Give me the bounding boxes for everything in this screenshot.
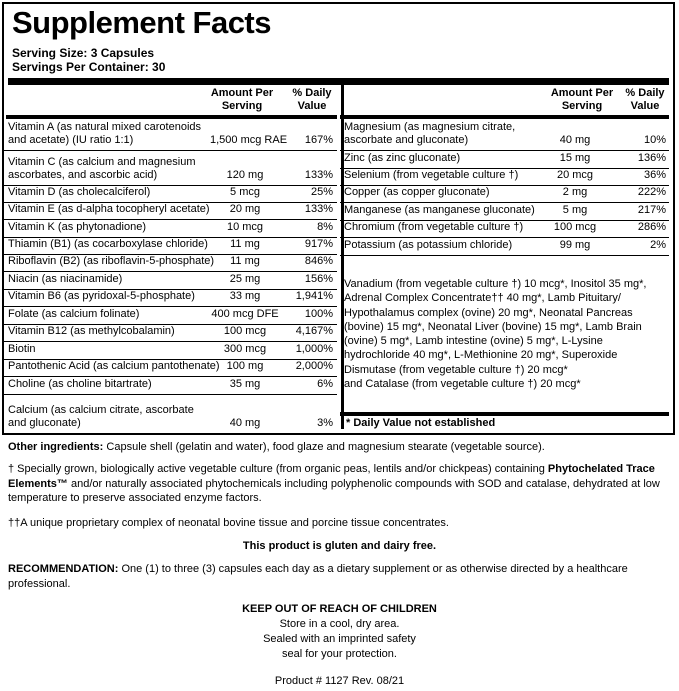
left-row (4, 325, 337, 342)
left-amount-header: Amount Per Serving (210, 87, 274, 112)
nutrient-amount: 11 mg (230, 255, 260, 267)
nutrient-amount: 10 mcg (226, 221, 264, 233)
other-ingredients-text: Capsule shell (gelatin and water), food glaze and magnesium stearate (vegetable source). (103, 441, 545, 453)
other-ingredients-label: Other ingredients: (8, 441, 104, 453)
nutrient-daily-value: 133% (304, 169, 333, 181)
daily-value-note: * Daily Value not established (346, 417, 496, 429)
nutrient-daily-value: 25% (310, 186, 333, 198)
blend-line: (ovine) 5 mg*, Lamb intestine (ovine) 5 mg*, L-Lysine (344, 335, 603, 348)
left-row (4, 119, 337, 151)
serving-size: Serving Size: 3 Capsules (12, 46, 155, 60)
nutrient-amount: 2 mg (562, 186, 588, 198)
nutrient-name: Magnesium (as magnesium citrate, ascorbate and gluconate) (344, 121, 516, 146)
blend-line: Vanadium (from vegetable culture †) 10 mcg*, Inositol 35 mg*, (344, 278, 647, 290)
left-row (4, 238, 337, 255)
nutrient-daily-value: 286% (637, 221, 666, 233)
nutrient-amount: 100 mcg (553, 221, 597, 233)
nutrient-daily-value: 3% (317, 417, 333, 429)
other-ingredients (8, 440, 672, 455)
nutrient-daily-value: 1,000% (295, 343, 333, 355)
nutrient-amount: 40 mg (559, 134, 591, 146)
nutrient-amount: 5 mg (562, 204, 588, 216)
recommendation-text: One (1) to three (3) capsules each day as a dietary supplement or as otherwise directed by a healthcare professional. (8, 563, 628, 590)
right-row (340, 203, 669, 221)
left-row (4, 395, 337, 434)
nutrient-amount: 25 mg (229, 273, 261, 285)
nutrient-daily-value: 846% (304, 255, 333, 267)
nutrient-amount: 5 mcg (230, 186, 260, 198)
storage-line-3: seal for your protection. (282, 648, 397, 660)
nutrient-daily-value: 10% (643, 134, 666, 146)
nutrient-name: Riboflavin (B2) (as riboflavin-5-phosphate) (8, 255, 215, 267)
nutrient-amount: 35 mg (229, 378, 261, 390)
nutrient-name: Zinc (as zinc gluconate) (344, 152, 461, 164)
left-row (4, 220, 337, 238)
thick-rule (8, 78, 669, 85)
nutrient-daily-value: 2% (650, 239, 666, 251)
nutrient-amount: 99 mg (559, 239, 591, 251)
blend-line: hydrochloride 40 mg*, L-Methionine 20 mg*, Superoxide (344, 349, 618, 362)
right-row (340, 221, 669, 238)
right-row (340, 151, 669, 169)
nutrient-name: Choline (as choline bitartrate) (8, 378, 152, 390)
nutrient-amount: 20 mg (229, 203, 261, 215)
nutrient-daily-value: 6% (317, 378, 333, 390)
nutrient-name: Selenium (from vegetable culture †) (344, 169, 519, 181)
nutrient-name: Copper (as copper gluconate) (344, 186, 490, 198)
nutrient-daily-value: 100% (304, 308, 333, 320)
nutrient-daily-value: 8% (317, 221, 333, 233)
blend-line: and Catalase (from vegetable culture †) 20 mcg* (344, 378, 581, 391)
nutrient-name: Calcium (as calcium citrate, ascorbate and gluconate) (8, 404, 194, 429)
nutrient-name: Vitamin C (as calcium and magnesium ascorbates, and ascorbic acid) (8, 156, 196, 181)
left-row (4, 203, 337, 220)
nutrient-daily-value: 36% (643, 169, 666, 181)
nutrient-amount: 20 mcg (556, 169, 594, 181)
nutrient-name: Thiamin (B1) (as cocarboxylase chloride) (8, 238, 208, 250)
nutrient-daily-value: 217% (637, 204, 666, 216)
nutrient-name: Chromium (from vegetable culture †) (344, 221, 524, 233)
nutrient-name: Manganese (as manganese gluconate) (344, 204, 535, 216)
nutrient-name: Vitamin B6 (as pyridoxal-5-phosphate) (8, 290, 195, 302)
right-amount-header: Amount Per Serving (550, 87, 614, 112)
nutrient-amount: 33 mg (229, 290, 261, 302)
nutrient-amount: 120 mg (226, 169, 264, 181)
nutrient-amount: 11 mg (230, 238, 260, 250)
right-row (340, 186, 669, 203)
dagger-footnote-pre: † Specially grown, biologically active vegetable culture (from organic peas, lentils and/or chickpeas) containing (8, 463, 548, 475)
blend-line: Hypothalamus complex (ovine) 20 mg*, Neonatal Pancreas (344, 306, 633, 319)
left-row (4, 360, 337, 377)
left-row (4, 307, 337, 325)
nutrient-name: Vitamin A (as natural mixed carotenoids and acetate) (IU ratio 1:1) (8, 121, 202, 146)
left-row (4, 186, 337, 203)
nutrient-amount: 100 mcg (223, 325, 267, 337)
nutrient-daily-value: 136% (637, 152, 666, 164)
nutrient-amount: 40 mg (229, 417, 261, 429)
dagger-footnote-post: and/or naturally associated phytochemicals including polyphenolic compounds with SOD and catalase, dehydrated at low temperature to preserve associated enzyme factors. (8, 477, 660, 504)
nutrient-name: Vitamin D (as cholecalciferol) (8, 186, 151, 198)
servings-per-container: Servings Per Container: 30 (12, 60, 166, 74)
recommendation (8, 562, 672, 591)
nutrient-name: Vitamin B12 (as methylcobalamin) (8, 325, 175, 337)
left-row (4, 377, 337, 395)
nutrient-name: Niacin (as niacinamide) (8, 273, 123, 285)
nutrient-name: Vitamin E (as d-alpha tocopheryl acetate) (8, 203, 210, 215)
proprietary-blend (344, 277, 666, 391)
nutrient-name: Vitamin K (as phytonadione) (8, 221, 146, 233)
nutrient-amount: 1,500 mcg RAE (210, 134, 288, 146)
product-number: Product # 1127 Rev. 08/21 (274, 675, 405, 687)
left-row (4, 342, 337, 360)
left-row (4, 290, 337, 307)
nutrient-daily-value: 4,167% (295, 325, 333, 337)
nutrient-daily-value: 222% (637, 186, 666, 198)
nutrient-name: Folate (as calcium folinate) (8, 308, 140, 320)
nutrient-amount: 400 mcg DFE (211, 308, 279, 320)
right-row (340, 238, 669, 256)
storage-line-2: Sealed with an imprinted safety (263, 633, 416, 645)
gluten-free-statement: This product is gluten and dairy free. (242, 540, 437, 552)
nutrient-amount: 15 mg (559, 152, 591, 164)
right-row (340, 119, 669, 151)
nutrient-name: Biotin (8, 343, 36, 355)
panel-title: Supplement Facts (12, 5, 271, 40)
nutrient-daily-value: 167% (304, 134, 333, 146)
right-dv-header: % Daily Value (625, 87, 665, 112)
blend-rule (340, 412, 669, 416)
nutrient-name: Potassium (as potassium chloride) (344, 239, 513, 251)
left-row (4, 272, 337, 290)
storage-line-1: Store in a cool, dry area. (279, 618, 400, 630)
left-row (4, 151, 337, 186)
dagger-footnote-bold: Phytochelated Trace Elements™ (8, 463, 655, 490)
left-row (4, 255, 337, 272)
blend-line: (bovine) 15 mg*, Neonatal Liver (bovine) 15 mg*, Lamb Brain (344, 320, 642, 333)
nutrient-daily-value: 156% (304, 273, 333, 285)
nutrient-daily-value: 2,000% (295, 360, 333, 372)
blend-line: Dismutase (from vegetable culture †) 20 mcg* (344, 363, 568, 376)
recommendation-label: RECOMMENDATION: (8, 563, 119, 575)
nutrient-name: Pantothenic Acid (as calcium pantothenate) (8, 360, 220, 372)
dagger-footnote (8, 462, 672, 506)
blend-line: Adrenal Complex Concentrate†† 40 mg*, Lamb Pituitary/ (344, 292, 621, 305)
left-dv-header: % Daily Value (292, 87, 332, 112)
nutrient-amount: 100 mg (226, 360, 264, 372)
nutrient-amount: 300 mcg (223, 343, 267, 355)
nutrient-daily-value: 917% (304, 238, 333, 250)
double-dagger-footnote: ††A unique proprietary complex of neonatal bovine tissue and porcine tissue concentrates. (8, 517, 449, 529)
nutrient-daily-value: 1,941% (295, 290, 333, 302)
warning: KEEP OUT OF REACH OF CHILDREN (242, 603, 437, 615)
nutrient-daily-value: 133% (304, 203, 333, 215)
right-row (340, 169, 669, 186)
